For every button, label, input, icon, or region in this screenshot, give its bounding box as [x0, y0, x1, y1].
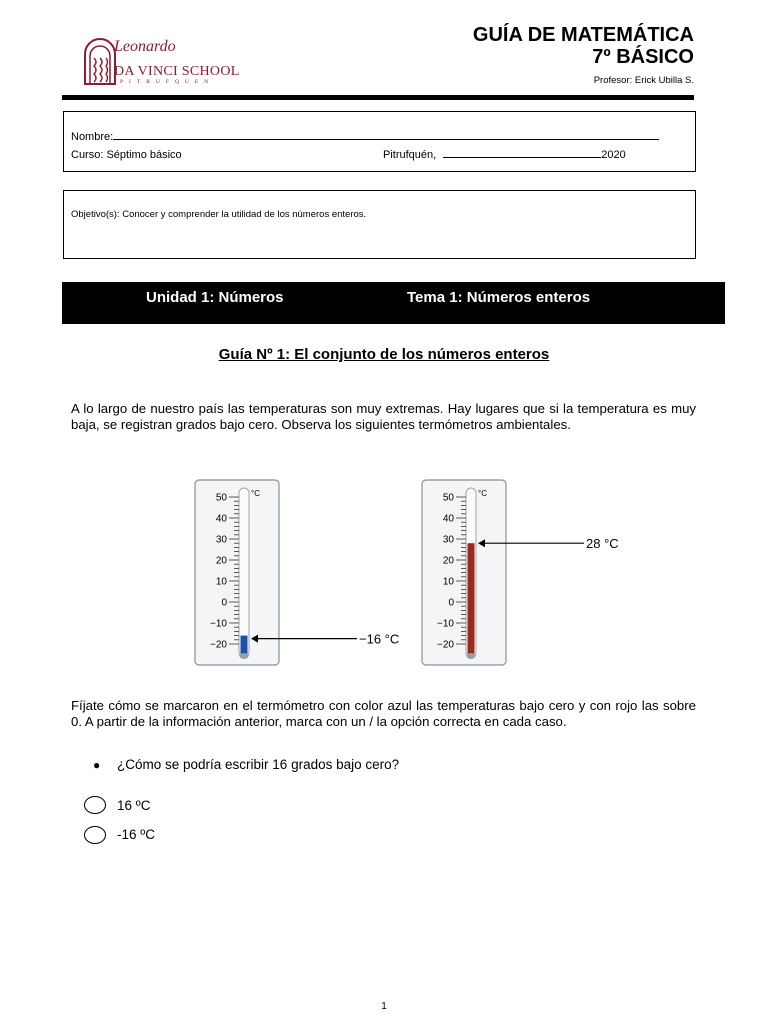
guide-title: Guía Nº 1: El conjunto de los números enteros	[218, 346, 550, 363]
scale-label: 40	[215, 513, 227, 525]
logo-school-name: DA VINCI SCHOOL	[114, 64, 240, 79]
option-radio-1[interactable]	[84, 796, 106, 814]
student-info-box	[63, 111, 696, 172]
question-text: ¿Cómo se podría escribir 16 grados bajo cero?	[117, 757, 400, 772]
year-text: 2020	[601, 149, 626, 161]
scale-label: 30	[215, 534, 227, 546]
scale-label: −20	[437, 639, 454, 651]
name-label: Nombre:	[71, 131, 114, 143]
reading-label: −16 °C	[359, 631, 400, 647]
scale-label: 50	[215, 492, 227, 504]
date-field[interactable]	[383, 149, 626, 161]
scale-label: 50	[442, 492, 454, 504]
thermometer-tube	[239, 488, 249, 658]
objective-box	[63, 190, 696, 259]
city-label: Pitrufquén,	[383, 149, 437, 161]
scale-label: 20	[215, 555, 227, 567]
scale-label: 30	[442, 534, 454, 546]
bullet-icon: ●	[93, 758, 101, 772]
option-radio-2[interactable]	[84, 826, 106, 844]
scale-label: 10	[442, 576, 454, 588]
page-number: 1	[381, 1001, 387, 1012]
document-title: GUÍA DE MATEMÁTICA	[472, 24, 694, 46]
header-divider	[62, 95, 694, 100]
scale-label: −20	[210, 639, 227, 651]
name-blank-line	[113, 138, 659, 140]
thermometer-unit-label: °C	[251, 489, 260, 498]
crest-icon	[82, 38, 118, 86]
unit-banner	[62, 282, 725, 324]
scale-label: −10	[437, 618, 454, 630]
logo-script-text: Leonardo	[114, 38, 176, 55]
topic-label: Tema 1: Números enteros	[407, 289, 591, 306]
reading-label: 28 °C	[586, 536, 619, 552]
thermometer-bulb	[240, 653, 249, 659]
scale-label: 20	[442, 555, 454, 567]
document-grade: 7º BÁSICO	[592, 46, 694, 68]
scale-label: 10	[215, 576, 227, 588]
thermometers-figure	[0, 470, 768, 670]
logo-city: PITRUFQUEN	[120, 79, 215, 85]
instruction-paragraph: Fíjate cómo se marcaron en el termómetro con color azul las temperaturas bajo cero y con rojo las sobre 0. A partir de la información anterior, marca con un / la opción correcta en cada caso.	[71, 698, 696, 729]
option-label-1: 16 ºC	[117, 798, 151, 813]
thermometer-unit-label: °C	[478, 489, 487, 498]
date-blank-line	[443, 156, 601, 158]
scale-label: 0	[448, 597, 454, 609]
name-field[interactable]	[71, 131, 659, 143]
objective-text: Objetivo(s): Conocer y comprender la utilidad de los números enteros.	[71, 209, 367, 220]
intro-paragraph: A lo largo de nuestro país las temperaturas son muy extremas. Hay lugares que si la temperatura es muy baja, se registran grados bajo cero. Observa los siguientes termómetros ambientales.	[71, 401, 696, 432]
teacher-name: Profesor: Erick Ubilla S.	[593, 75, 694, 86]
course-text: Curso: Séptimo básico	[71, 149, 182, 161]
scale-label: 0	[221, 597, 227, 609]
scale-label: −10	[210, 618, 227, 630]
thermometer-bulb	[467, 653, 476, 659]
scale-label: 40	[442, 513, 454, 525]
option-label-2: -16 ºC	[117, 827, 155, 842]
liquid-column	[241, 636, 248, 656]
liquid-column	[468, 543, 475, 656]
unit-label: Unidad 1: Números	[146, 289, 284, 306]
